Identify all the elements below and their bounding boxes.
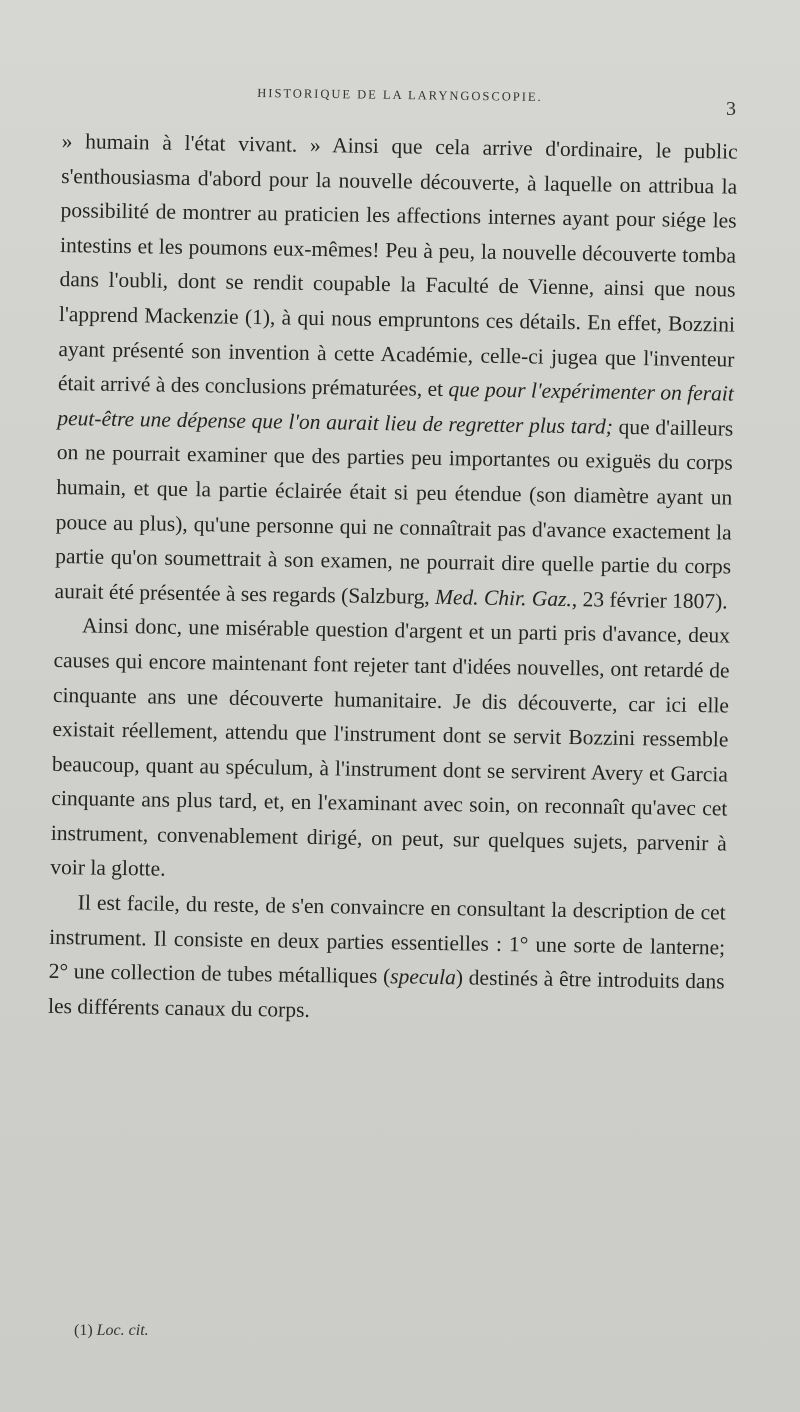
paragraph-3-text-a: Il est facile, du reste, de s'en convaincre en consultant la description de cet instrument. Il consiste en deux parties essentielles : 1° une sorte de lanterne; 2° une collection de tubes métalliques ( [48, 890, 726, 989]
paragraph-1-text-a: » humain à l'état vivant. » Ainsi que cela arrive d'ordinaire, le public s'enthousiasma d'abord pour la nouvelle découverte, à laquelle on attribua la possibilité de montrer au praticien les affections internes ayant pour siége les intestins et les poumons eux-mêmes! Peu à peu, la nouvelle découverte tomba dans l'oubli, dont se rendit coupable la Faculté de Vienne, ainsi que nous l'apprend Mackenzie (1), à qui nous empruntons ces détails. En effet, Bozzini ayant présenté son invention à cette Académie, celle-ci jugea que l'inventeur était arrivé à des conclusions prématurées, et [57, 128, 738, 402]
paragraph-1 [54, 124, 738, 619]
paragraph-3-text-b: ) destinés à être introduits dans les différents canaux du corps. [47, 965, 725, 1022]
paragraph-2-text: Ainsi donc, une misérable question d'argent et un parti pris d'avance, deux causes qui encore maintenant font rejeter tant d'idées nouvelles, ont retardé de cinquante ans une découverte humanitaire. Je dis découverte, car ici elle existait réellement, attendu que l'instrument dont se servit Bozzini ressemble beaucoup, quant au spéculum, à l'instrument dont se servirent Avery et Garcia cinquante ans plus tard, et, en l'examinant avec soin, on reconnaît qu'avec cet instrument, convenablement dirigé, on peut, sur quelques sujets, parvenir à voir la glotte. [50, 613, 731, 882]
paragraph-1-text-b: que d'ailleurs on ne pourrait examiner que des parties peu importantes ou exiguës du corps humain, et que la partie éclairée était si peu étendue (son diamètre ayant un pouce au plus), qu'une personne qui ne connaîtrait pas d'avance exactement la partie qu'on soumettrait à son examen, ne pourrait dire quelle partie du corps aurait été présentée à ses regards (Salzburg, [54, 414, 734, 609]
paragraph-2 [50, 608, 730, 895]
footnote-marker: (1) [74, 1322, 97, 1339]
running-head: HISTORIQUE DE LA LARYNGOSCOPIE. [257, 86, 543, 104]
paragraph-1-italic-citation: Med. Chir. Gaz. [434, 584, 573, 611]
paragraph-3 [48, 885, 726, 1034]
paragraph-1-text-c: , 23 février 1807). [571, 586, 728, 614]
footnote-text: Loc. cit. [96, 1322, 149, 1339]
paragraph-1-italic: que pour l'expérimenter on ferait peut-être une dépense que l'on aurait lieu de regretter plus tard; [57, 377, 735, 439]
footnote [74, 1322, 149, 1340]
paragraph-3-italic: specula [390, 964, 457, 990]
page-header [60, 88, 740, 118]
page-number: 3 [726, 98, 736, 120]
body-text [48, 124, 738, 1034]
